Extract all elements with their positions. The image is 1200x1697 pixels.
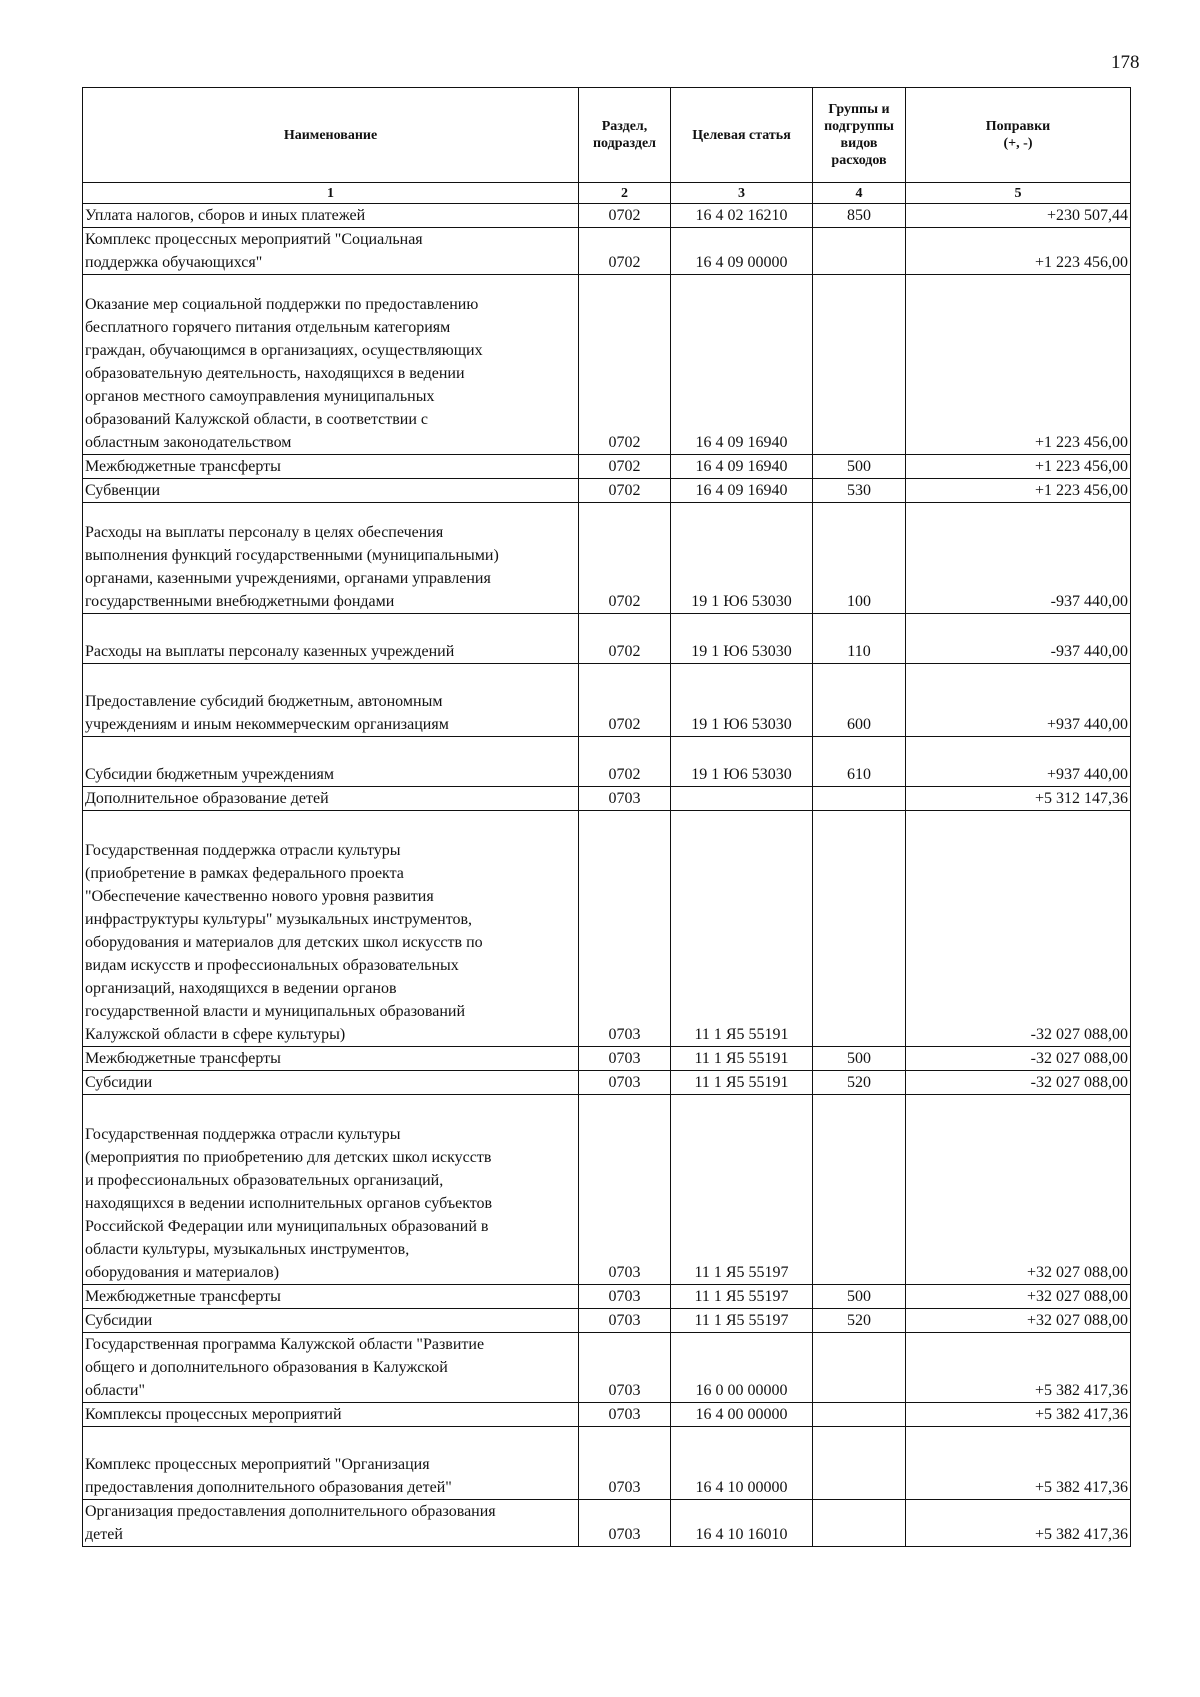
row-target-article: 16 4 09 00000	[671, 228, 813, 275]
table-row	[83, 204, 1131, 228]
row-expense-group	[813, 787, 906, 811]
row-amendment: +1 223 456,00	[906, 228, 1131, 275]
row-amendment: +32 027 088,00	[906, 1095, 1131, 1285]
row-target-article: 11 1 Я5 55191	[671, 811, 813, 1047]
row-target-article: 11 1 Я5 55191	[671, 1047, 813, 1071]
row-expense-group	[813, 1427, 906, 1500]
row-name: Расходы на выплаты персоналу казенных учреждений	[83, 614, 579, 664]
row-name: Субвенции	[83, 479, 579, 503]
row-name: Уплата налогов, сборов и иных платежей	[83, 204, 579, 228]
row-expense-group: 520	[813, 1309, 906, 1333]
column-number: 4	[813, 183, 906, 204]
row-section: 0703	[579, 1095, 671, 1285]
page-number: 178	[1111, 52, 1140, 73]
row-name: Комплексы процессных мероприятий	[83, 1403, 579, 1427]
row-amendment: +32 027 088,00	[906, 1309, 1131, 1333]
row-amendment: +5 382 417,36	[906, 1333, 1131, 1403]
table-row	[83, 614, 1131, 664]
row-amendment: +1 223 456,00	[906, 455, 1131, 479]
row-section: 0702	[579, 204, 671, 228]
header-target-article: Целевая статья	[671, 88, 813, 183]
row-expense-group: 600	[813, 664, 906, 737]
table-row	[83, 479, 1131, 503]
table-row	[83, 811, 1131, 1047]
row-target-article: 19 1 Ю6 53030	[671, 737, 813, 787]
row-name: Оказание мер социальной поддержки по предоставлению бесплатного горячего питания отдельным категориям граждан, обучающимся в организациях, осуществляющих образовательную деятельность, находящихся в ведении органов местного самоуправления муниципальных образований Калужской области, в соответствии с областным законодательством	[83, 275, 579, 455]
table-row	[83, 275, 1131, 455]
row-expense-group	[813, 811, 906, 1047]
budget-amendments-table	[82, 87, 1131, 1547]
row-target-article: 16 4 09 16940	[671, 275, 813, 455]
row-name: Расходы на выплаты персоналу в целях обеспечения выполнения функций государственными (муниципальными) органами, казенными учреждениями, органами управления государственными внебюджетными фондами	[83, 503, 579, 614]
row-expense-group: 500	[813, 455, 906, 479]
row-expense-group	[813, 1333, 906, 1403]
row-target-article: 19 1 Ю6 53030	[671, 503, 813, 614]
row-section: 0703	[579, 1427, 671, 1500]
row-amendment: +5 312 147,36	[906, 787, 1131, 811]
row-name: Комплекс процессных мероприятий "Социальная поддержка обучающихся"	[83, 228, 579, 275]
row-expense-group	[813, 228, 906, 275]
row-amendment: +32 027 088,00	[906, 1285, 1131, 1309]
row-section: 0703	[579, 1309, 671, 1333]
table-row	[83, 1427, 1131, 1500]
row-name: Субсидии	[83, 1071, 579, 1095]
row-amendment: +1 223 456,00	[906, 479, 1131, 503]
row-amendment: -32 027 088,00	[906, 1071, 1131, 1095]
row-section: 0702	[579, 479, 671, 503]
table-row	[83, 1095, 1131, 1285]
row-target-article: 19 1 Ю6 53030	[671, 614, 813, 664]
row-amendment: +230 507,44	[906, 204, 1131, 228]
row-expense-group: 110	[813, 614, 906, 664]
row-amendment: +5 382 417,36	[906, 1427, 1131, 1500]
row-name: Государственная поддержка отрасли культуры (приобретение в рамках федерального проекта "Обеспечение качественно нового уровня развития инфраструктуры культуры" музыкальных инструментов, оборудования и материалов для детских школ искусств по видам искусств и профессиональных образовательных организаций, находящихся в ведении органов государственной власти и муниципальных образований Калужской области в сфере культуры)	[83, 811, 579, 1047]
row-expense-group: 500	[813, 1047, 906, 1071]
row-name: Субсидии бюджетным учреждениям	[83, 737, 579, 787]
row-name: Межбюджетные трансферты	[83, 1047, 579, 1071]
row-expense-group: 100	[813, 503, 906, 614]
row-section: 0702	[579, 737, 671, 787]
row-section: 0702	[579, 503, 671, 614]
row-target-article: 11 1 Я5 55197	[671, 1309, 813, 1333]
row-target-article: 16 4 10 16010	[671, 1500, 813, 1547]
row-section: 0702	[579, 455, 671, 479]
row-expense-group	[813, 1095, 906, 1285]
row-name: Комплекс процессных мероприятий "Организация предоставления дополнительного образования детей"	[83, 1427, 579, 1500]
row-name: Межбюджетные трансферты	[83, 1285, 579, 1309]
row-section: 0703	[579, 1071, 671, 1095]
row-section: 0703	[579, 787, 671, 811]
row-name: Государственная программа Калужской области "Развитие общего и дополнительного образования в Калужской области"	[83, 1333, 579, 1403]
row-section: 0702	[579, 275, 671, 455]
row-section: 0702	[579, 228, 671, 275]
table-row	[83, 1333, 1131, 1403]
column-number: 1	[83, 183, 579, 204]
header-section: Раздел, подраздел	[579, 88, 671, 183]
row-target-article: 16 0 00 00000	[671, 1333, 813, 1403]
row-target-article: 16 4 02 16210	[671, 204, 813, 228]
column-number: 5	[906, 183, 1131, 204]
row-name: Предоставление субсидий бюджетным, автономным учреждениям и иным некоммерческим организациям	[83, 664, 579, 737]
header-name: Наименование	[83, 88, 579, 183]
row-expense-group	[813, 275, 906, 455]
row-target-article: 16 4 00 00000	[671, 1403, 813, 1427]
row-amendment: +937 440,00	[906, 737, 1131, 787]
row-name: Государственная поддержка отрасли культуры (мероприятия по приобретению для детских школ искусств и профессиональных образовательных организаций, находящихся в ведении исполнительных органов субъектов Российской Федерации или муниципальных образований в области культуры, музыкальных инструментов, оборудования и материалов)	[83, 1095, 579, 1285]
row-target-article: 11 1 Я5 55197	[671, 1285, 813, 1309]
row-amendment: +1 223 456,00	[906, 275, 1131, 455]
table-row	[83, 737, 1131, 787]
row-section: 0702	[579, 664, 671, 737]
row-expense-group: 520	[813, 1071, 906, 1095]
table-row	[83, 787, 1131, 811]
row-section: 0703	[579, 1500, 671, 1547]
row-amendment: +937 440,00	[906, 664, 1131, 737]
table-row	[83, 1071, 1131, 1095]
row-expense-group: 500	[813, 1285, 906, 1309]
row-amendment: +5 382 417,36	[906, 1500, 1131, 1547]
row-name: Организация предоставления дополнительного образования детей	[83, 1500, 579, 1547]
row-target-article: 16 4 10 00000	[671, 1427, 813, 1500]
row-target-article: 19 1 Ю6 53030	[671, 664, 813, 737]
table-row	[83, 1047, 1131, 1071]
row-amendment: -937 440,00	[906, 503, 1131, 614]
header-expense-group: Группы и подгруппы видов расходов	[813, 88, 906, 183]
row-target-article: 16 4 09 16940	[671, 455, 813, 479]
row-expense-group	[813, 1403, 906, 1427]
row-target-article	[671, 787, 813, 811]
table-row	[83, 1500, 1131, 1547]
row-expense-group	[813, 1500, 906, 1547]
row-expense-group: 530	[813, 479, 906, 503]
row-name: Субсидии	[83, 1309, 579, 1333]
table-header-row	[83, 88, 1131, 183]
column-number: 3	[671, 183, 813, 204]
row-section: 0703	[579, 1333, 671, 1403]
table-row	[83, 228, 1131, 275]
row-target-article: 11 1 Я5 55191	[671, 1071, 813, 1095]
header-amendments: Поправки (+, -)	[906, 88, 1131, 183]
table-row	[83, 664, 1131, 737]
table-row	[83, 455, 1131, 479]
row-amendment: -32 027 088,00	[906, 811, 1131, 1047]
table-row	[83, 1285, 1131, 1309]
row-amendment: -32 027 088,00	[906, 1047, 1131, 1071]
row-amendment: -937 440,00	[906, 614, 1131, 664]
column-number-row	[83, 183, 1131, 204]
row-section: 0702	[579, 614, 671, 664]
row-target-article: 16 4 09 16940	[671, 479, 813, 503]
row-expense-group: 610	[813, 737, 906, 787]
row-section: 0703	[579, 1285, 671, 1309]
row-section: 0703	[579, 1047, 671, 1071]
row-name: Межбюджетные трансферты	[83, 455, 579, 479]
row-expense-group: 850	[813, 204, 906, 228]
table-row	[83, 1403, 1131, 1427]
table-row	[83, 1309, 1131, 1333]
row-section: 0703	[579, 811, 671, 1047]
table-row	[83, 503, 1131, 614]
row-name: Дополнительное образование детей	[83, 787, 579, 811]
row-section: 0703	[579, 1403, 671, 1427]
column-number: 2	[579, 183, 671, 204]
row-amendment: +5 382 417,36	[906, 1403, 1131, 1427]
row-target-article: 11 1 Я5 55197	[671, 1095, 813, 1285]
